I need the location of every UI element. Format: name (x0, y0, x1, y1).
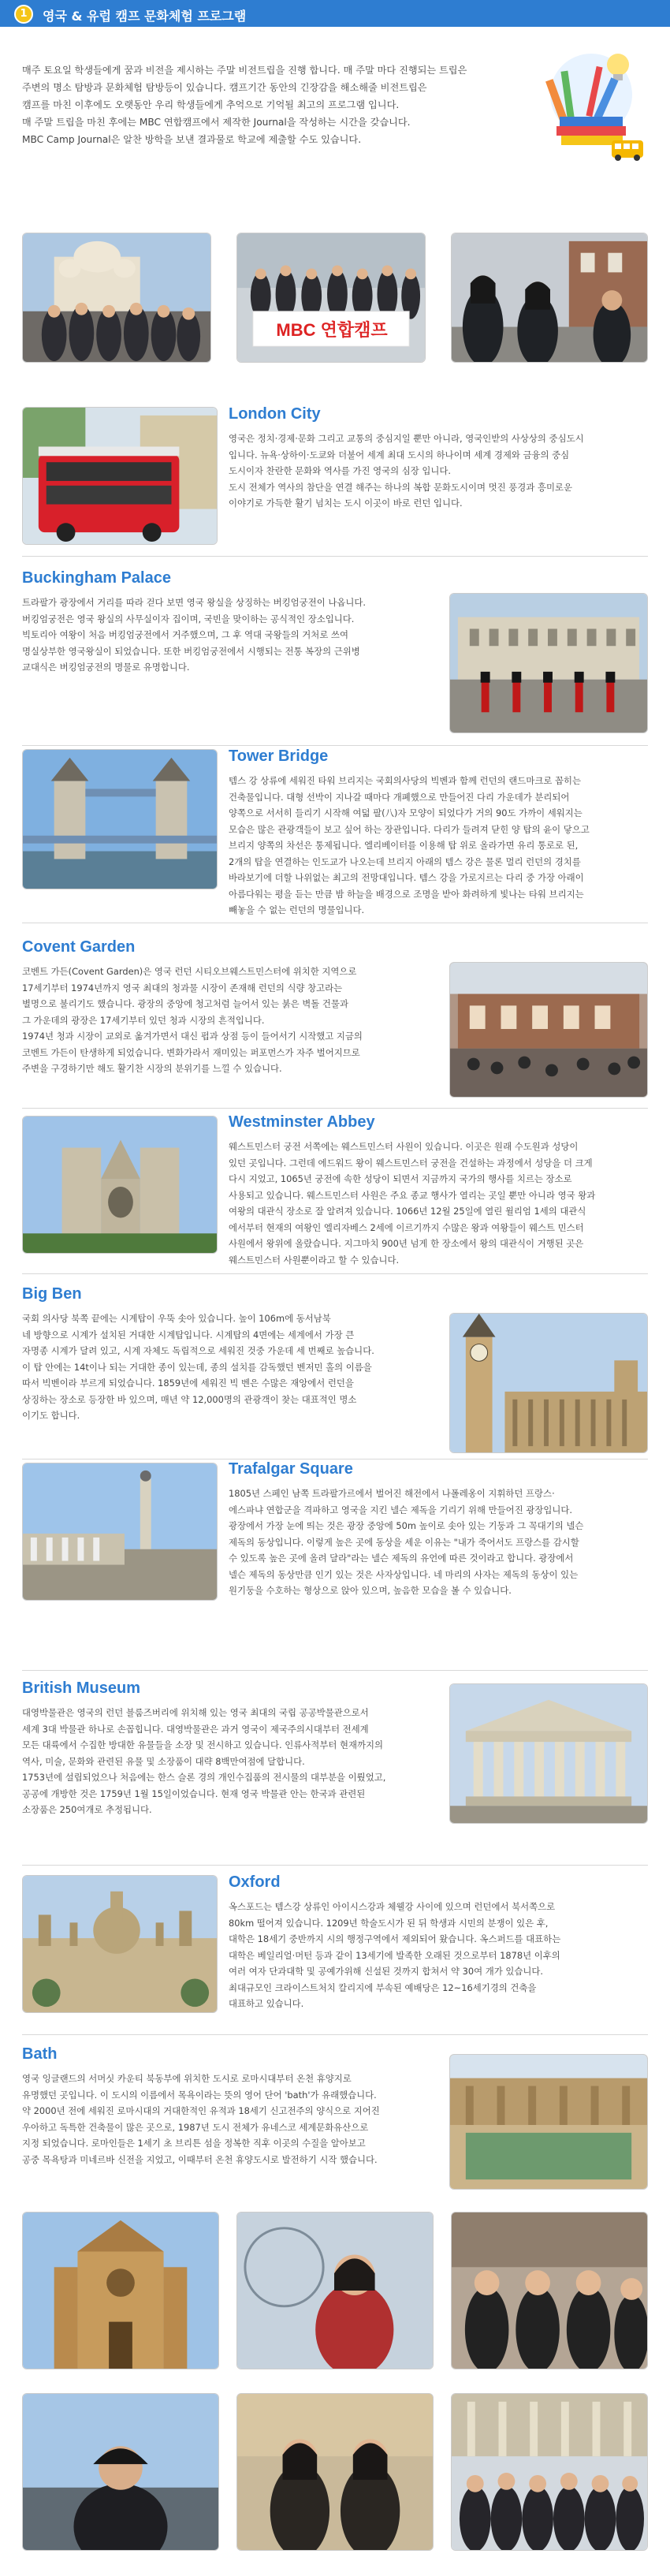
text-line: 에서부터 현재의 여왕인 엘리자베스 2세에 이르기까지 수많은 왕과 여왕들이 웨스트 민스터 (229, 1221, 584, 1233)
text-line: 네 방향으로 시계가 설치된 거대한 시계탑입니다. 시계탑의 4면에는 세계에서 가장 큰 (22, 1329, 355, 1340)
photo-sacre-coeur-group (22, 233, 211, 363)
photo-students-street (451, 233, 648, 363)
text-line: 여러 여자 단과대학 및 공예가위해 신설된 것까지 합쳐서 약 30여 개가 있습니다. (229, 1966, 544, 1977)
text-line: 역사, 미술, 문화와 관련된 유물 및 소장품이 대략 8백만여점에 달합니다. (22, 1755, 305, 1767)
divider (22, 2034, 648, 2035)
page-title: 영국 & 유럽 캠프 문화체험 프로그램 (43, 9, 247, 24)
text-line: 최대규모인 크라이스트처치 칼리지에 부속된 예배당은 12~16세기경의 건축을 (229, 1981, 537, 1993)
section-text-london-city (229, 431, 584, 512)
text-line: 다시 지었고, 1065년 궁전에 속한 성당이 되면서 지금까지 국가의 행사를 치르는 장소로 (229, 1173, 572, 1184)
text-line: 웨스트민스터 사원뿐이라고 할 수 있습니다. (229, 1254, 400, 1266)
text-line: 대학은 베일리얼·머턴 등과 같이 13세기에 발족한 오래된 것으로부터 1878년 이후의 (229, 1949, 560, 1961)
text-line: 이야기로 가득한 활기 넘치는 도시 이곳이 바로 런던 입니다. (229, 498, 463, 509)
photo-trafalgar-square (22, 1463, 218, 1601)
text-line: 모든 대륙에서 수집한 방대한 유물들을 소장 및 전시하고 있습니다. 인류사적부터 현재까지의 (22, 1739, 383, 1750)
text-line: 양쪽으로 서서히 들리기 시작해 여덟 팔(八)자 모양이 되었다가 거의 90도 가까이 세워지는 (229, 807, 583, 818)
text-line: 모습은 많은 관광객들이 보고 싶어 하는 장관입니다. 다리가 들려져 닫힌 양 탑의 윤이 닿으고 (229, 823, 590, 835)
text-line: 80km 떨어져 있습니다. 1209년 학술도시가 된 뒤 학생과 시민의 분쟁이 있은 후, (229, 1917, 549, 1929)
intro-line: MBC Camp Journal은 알찬 방학을 보낸 결과물로 학교에 제출할 수도 있습니다. (22, 134, 362, 145)
text-line: 1974년 청과 시장이 교외로 옮겨가면서 대신 펍과 상점 등이 들어서기 시작했고 지금의 (22, 1031, 363, 1042)
section-text-westminster-abbey (229, 1139, 595, 1268)
section-number-badge: 1 (14, 5, 33, 24)
text-line: 넬슨 제독의 동상만큼 인기 있는 것은 사자상입니다. 네 마리의 사자는 제독의 동상이 있는 (229, 1568, 579, 1580)
intro-line: 주변의 명소 탐방과 문화체험 탐방등이 있습니다. 캠프기간 동안의 긴장감을 해소해줄 비전트립은 (22, 82, 427, 93)
section-text-buckingham-palace (22, 595, 366, 676)
section-text-trafalgar-square (229, 1486, 583, 1599)
photo-covent-garden (449, 962, 648, 1098)
section-text-oxford (229, 1899, 560, 2012)
text-line: 주변을 구경하기만 해도 활기찬 시장의 분위기를 느낄 수 있습니다. (22, 1063, 282, 1074)
text-line: 공공에 개방한 것은 1759년 1월 15일이었습니다. 현재 영국 박물관 안는 한국과 관련된 (22, 1788, 366, 1799)
section-title-london-city: London City (229, 405, 321, 423)
text-line: 바라보기에 더할 나위없는 최고의 전망대입니다. 템스 강을 가로지르는 다리 중 가장 아래이 (229, 872, 584, 883)
text-line: 별명으로 불리기도 했습니다. 광장의 중앙에 청고처럼 늘어서 있는 붉은 벽돌 건물과 (22, 998, 348, 1009)
photo-british-museum (449, 1683, 648, 1824)
text-line: 대학은 18세기 중반까지 시의 행정구역에서 제외되어 왔습니다. 옥스퍼드를 대표하는 (229, 1933, 561, 1944)
section-text-bath (22, 2071, 380, 2168)
lightbulb-icon (607, 54, 629, 76)
section-title-oxford: Oxford (229, 1873, 281, 1891)
photo-girls-at-fountain (236, 2393, 434, 2551)
text-line: 브리지 양쪽의 차선은 통제됩니다. 엘리베이터를 이용해 탑 위로 올라가면 유리 통로로 된, (229, 840, 579, 851)
section-title-bath: Bath (22, 2045, 58, 2063)
section-title-trafalgar-square: Trafalgar Square (229, 1460, 353, 1478)
text-line: 옥스포드는 템스강 상류인 아이시스강과 체웰강 사이에 있으며 런던에서 북서쪽으로 (229, 1901, 556, 1912)
text-line: 있던 곳입니다. 그런데 에드워드 왕이 웨스트민스터 궁전을 건설하는 과정에서 성당을 더 크게 (229, 1157, 593, 1169)
section-title-tower-bridge: Tower Bridge (229, 747, 329, 765)
text-line: 광장에서 가장 눈에 띄는 것은 광장 중앙에 50m 높이로 솟아 있는 기둥과 그 꼭대기의 넬슨 (229, 1520, 584, 1531)
text-line: 빅토리아 여왕이 처음 버킹엄궁전에서 거주했으며, 그 후 역대 국왕들의 거처로 쓰여 (22, 629, 348, 640)
divider (22, 1865, 648, 1866)
text-line: 사용되고 있습니다. 웨스트민스터 사원은 주요 종교 행사가 열리는 곳일 뿐만 아니라 영국 왕과 (229, 1189, 596, 1201)
divider (22, 556, 648, 557)
section-text-tower-bridge (229, 773, 590, 919)
intro-line: 캠프를 마친 이후에도 오랫동안 우리 학생들에게 추억으로 기억될 최고의 프로그램 입니다. (22, 99, 400, 110)
photo-students-posing (451, 2212, 648, 2369)
text-line: 교대식은 버킹엄궁전의 명물로 유명합니다. (22, 662, 190, 673)
divider (22, 745, 648, 746)
text-line: 이 탑 안에는 14t이나 되는 거대한 종이 있는데, 종의 설치를 감독했던 벤저민 홀의 이름을 (22, 1361, 372, 1373)
text-line: 웨스트민스터 궁전 서쪽에는 웨스트민스터 사원이 있습니다. 이곳은 원래 수도원과 성당이 (229, 1141, 579, 1152)
text-line: 우아하고 독특한 건축물이 많은 곳으로, 1987년 도시 전체가 유네스코 세계문화유산으로 (22, 2121, 369, 2133)
photo-roman-baths (449, 2054, 648, 2190)
photo-london-bus (22, 407, 218, 545)
section-title-westminster-abbey: Westminster Abbey (229, 1113, 375, 1131)
books-illustration (536, 47, 646, 166)
photo-group-at-museum (451, 2393, 648, 2551)
section-title-big-ben: Big Ben (22, 1285, 82, 1303)
mbc-banner-text: MBC 연합캠프 (276, 320, 388, 340)
section-text-covent-garden (22, 964, 363, 1077)
text-line: 2개의 탑을 연결하는 인도교가 나오는데 브리지 아래의 템스 강은 물론 멀리 런던의 경치를 (229, 856, 581, 867)
text-line: 여왕의 대관식 장소로 잘 알려져 있습니다. 1066년 12월 25일에 열린 윌리엄 1세의 대관식 (229, 1206, 586, 1217)
section-title-british-museum: British Museum (22, 1679, 141, 1697)
text-line: 버킹엄궁전은 영국 왕실의 사무실이자 집이며, 국빈을 맞이하는 공식적인 장소입니다. (22, 613, 355, 624)
text-line: 수 있도록 높은 곳에 올려 달라"라는 넬슨 제독의 유언에 따른 것이라고 합니다. 광장에서 (229, 1553, 574, 1564)
divider (22, 1273, 648, 1274)
divider (22, 1670, 648, 1671)
text-line: 제독의 동상입니다. 이렇게 높은 곳에 동상을 세운 이유는 "내가 죽어서도 프랑스를 감시할 (229, 1536, 579, 1548)
divider (22, 1108, 648, 1109)
photo-boy-in-cap (22, 2393, 219, 2551)
text-line: 약 2000년 전에 세워진 로마시대의 거대한적인 유적과 18세기 신고전주의 양식으로 지어진 (22, 2105, 380, 2116)
text-line: 세계 3대 박물관 하나로 손꼽힙니다. 대영박물관은 과거 영국이 제국주의시대부터 전세계 (22, 1723, 369, 1735)
text-line: 도시 전체가 역사의 참단을 연결 해주는 하나의 복합 문화도시이며 멋진 풍경과 흥미로운 (229, 481, 572, 493)
intro-line: 매주 토요일 학생들에게 꿈과 비전을 제시하는 주말 비전트립을 진행 합니다. 매 주말 마다 진행되는 트립은 (22, 65, 467, 76)
photo-oxford (22, 1875, 218, 2013)
text-line: 코벤트 가든(Covent Garden)은 영국 런던 시티오브웨스트민스터에 위치한 지역으로 (22, 966, 357, 977)
text-line: 코벤트 가든이 탄생하게 되었습니다. 변화가라서 재미있는 퍼포먼스가 자주 벌어지므로 (22, 1046, 360, 1058)
photo-mbc-banner-group (236, 233, 426, 363)
text-line: 대표하고 있습니다. (229, 1998, 304, 2009)
text-line: 소장품은 250여개로 추정됩니다. (22, 1804, 152, 1815)
intro-text (22, 62, 511, 148)
text-line: 그 가운데의 광장은 17세기부터 있던 청과 시장의 흔적입니다. (22, 1014, 265, 1026)
text-line: 지정 되었습니다. 로마인들은 1세기 초 브리튼 섬을 정복한 직후 이곳의 수질을 알아보고 (22, 2138, 366, 2149)
text-line: 1805년 스페인 남쪽 트라팔가르에서 벌어진 해전에서 나폴레옹이 지휘하던 프랑스· (229, 1488, 555, 1499)
text-line: 원기둥을 수호하는 형상으로 앉아 있으며, 높음한 모습을 볼 수 있습니다. (229, 1585, 512, 1596)
photo-westminster-abbey (22, 1116, 218, 1254)
header-bar (0, 0, 670, 27)
text-line: 빼놓을 수 없는 런던의 명물입니다. (229, 904, 365, 915)
text-line: 건축물입니다. 대형 선박이 지나갈 때마다 개폐했으로 만들어진 다리 가운데가 분리되어 (229, 791, 570, 803)
section-title-buckingham-palace: Buckingham Palace (22, 569, 171, 587)
text-line: 템스 강 상류에 세워진 타워 브리지는 국회의사당의 빅벤과 함께 런던의 랜드마크로 꼽히는 (229, 775, 581, 786)
text-line: 국회 의사당 북쪽 끝에는 시계탑이 우뚝 솟아 있습니다. 높이 106m에 동서남북 (22, 1313, 331, 1324)
text-line: 트라팔가 광장에서 거리를 따라 걷다 보면 영국 왕실을 상징하는 버킹엄궁전이 나옵니다. (22, 597, 366, 608)
text-line: 아름다워는 평을 듣는 만큼 밤 하늘을 배경으로 조명을 받아 화려하게 빛나는 타워 브리지는 (229, 888, 584, 900)
text-line: 대영박물관은 영국의 런던 블룸즈버리에 위치해 있는 영국 최대의 국립 공공박물관으로서 (22, 1707, 369, 1718)
text-line: 공중 목욕탕과 미네르바 신전을 지었고, 이때부터 온천 휴양도시로 발전하기 시작 했습니다. (22, 2153, 378, 2165)
text-line: 상징하는 장소로 등장한 바 있으며, 매년 약 12,000명의 관광객이 찾는 대표적인 명소 (22, 1393, 357, 1405)
section-title-covent-garden: Covent Garden (22, 938, 136, 956)
intro-line: 매 주말 트립을 마친 후에는 MBC 연합캠프에서 제작한 Journal을 작성하는 시간을 갖습니다. (22, 117, 411, 128)
text-line: 명실상부한 영국왕실이 되었습니다. 또한 버킹엄궁전에서 시행되는 전통 복장의 근위병 (22, 645, 360, 657)
text-line: 영국 잉글랜드의 서머싯 카운티 북동부에 위치한 도시로 로마시대부터 온천 휴양지로 (22, 2073, 352, 2084)
text-line: 도시이자 찬란한 문화와 역사를 가진 영국의 심장 입니다. (229, 465, 452, 476)
photo-cathedral (22, 2212, 219, 2369)
text-line: 1753년에 설립되었으나 처음에는 한스 슬론 경의 개인수집품의 전시물의 대부분을 이뤘었고, (22, 1772, 386, 1783)
photo-tower-bridge (22, 749, 218, 889)
photo-buckingham-palace (449, 593, 648, 733)
section-text-big-ben (22, 1310, 374, 1424)
section-text-british-museum (22, 1705, 385, 1818)
text-line: 유명했던 곳입니다. 이 도시의 이름에서 목욕이라는 뜻의 영어 단어 'bath'가 유래했습니다. (22, 2089, 377, 2101)
text-line: 17세기부터 1974년까지 영국 최대의 청과물 시장이 존재해 런던의 식량 창고라는 (22, 982, 343, 993)
photo-student-london-eye (236, 2212, 434, 2369)
text-line: 자명종 시계가 달려 있고, 시계 자체도 독립적으로 세워진 것중 가운데 세 번째로 높습니다. (22, 1345, 374, 1356)
text-line: 에스파냐 연합군을 격파하고 영국을 지킨 넬슨 제독을 기리기 위해 만들어진 광장입니다. (229, 1504, 572, 1515)
text-line: 사원에서 왕위에 올랐습니다. 지그마치 900년 넘게 한 장소에서 왕의 대관식이 거행된 곳은 (229, 1238, 584, 1249)
text-line: 따서 빅벤이라 부르게 되었습니다. 1859년에 세워진 빅 벤은 수많은 재앙에서 런던을 (22, 1377, 354, 1389)
text-line: 영국은 정치·경제·문화 그리고 교통의 중심지일 뿐만 아니라, 영국인받의 사상상의 중심도시 (229, 433, 584, 444)
photo-big-ben (449, 1313, 648, 1453)
text-line: 이기도 합니다. (22, 1410, 80, 1421)
text-line: 입니다. 뉴욕·상하이·도쿄와 더불어 세계 최대 도시의 하나이며 세계 경제와 금융의 중심 (229, 449, 570, 460)
